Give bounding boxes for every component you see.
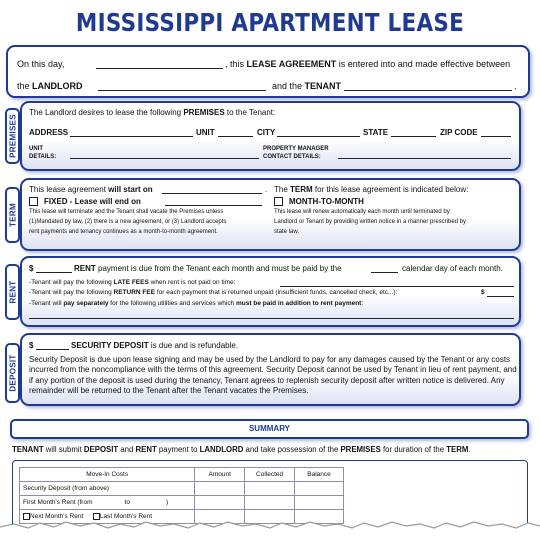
table-row [20, 482, 344, 496]
unit-details-label: UNIT DETAILS: [29, 146, 57, 160]
unit-field[interactable] [218, 136, 253, 137]
term-start-field[interactable] [162, 193, 262, 194]
intro-tenant-label: and the TENANT [272, 81, 342, 91]
state-label: STATE [363, 128, 389, 137]
fixed-desc-1: This lease will terminate and the Tenant shall vacate the Premises unless [29, 209, 224, 215]
summary-text: TENANT will submit DEPOSIT and RENT payment to LANDLORD and take possession of the PREMISES for duration of the TERM. [12, 445, 471, 454]
deposit-paragraph: Security Deposit is due upon lease signing and may be used by the Landlord to pay for any damages caused by the Tenant or any costs incurred from the noncompliance with the terms of this agreement. Security Deposit cannot be used by Tenant in lieu of rent payment, and if any portion of the deposit is used during the tenancy, Tenant agrees to replenish security deposit after written notice is delivered. Any remainder will be returned to the Tenant after the Tenant vacates the Premises. [29, 355, 517, 396]
intro-landlord-label: the LANDLORD [17, 81, 83, 91]
term-start-label: This lease agreement will start on [29, 185, 153, 194]
deposit-tab: DEPOSIT [5, 343, 20, 403]
next-month-rent-label: Next Month's Rent [30, 513, 84, 521]
intro-date-field[interactable] [96, 68, 223, 69]
month-to-month-label: MONTH-TO-MONTH [289, 197, 364, 206]
first-month-rent-amount[interactable] [195, 496, 245, 510]
security-deposit-collected[interactable] [245, 482, 295, 496]
mtm-desc-1: This lease will renew automatically each month until terminated by [274, 209, 450, 215]
intro-panel [6, 45, 530, 98]
deposit-dollar: $ [29, 341, 34, 350]
first-month-rent-collected[interactable] [245, 496, 295, 510]
term-start-dot: . [265, 185, 268, 194]
month-to-month-checkbox[interactable] [274, 197, 283, 206]
security-deposit-amount[interactable] [195, 482, 245, 496]
return-fee-label: -Tenant will pay the following RETURN FEE for each payment that is returned unpaid (insufficient funds, cancelled check, etc...): [29, 289, 398, 296]
late-fees-label: -Tenant will pay the following LATE FEES when rent is not paid on time: [29, 279, 236, 286]
unit-details-field[interactable] [70, 158, 259, 159]
intro-period: . [514, 81, 517, 91]
fixed-checkbox[interactable] [29, 197, 38, 206]
unit-label: UNIT [196, 128, 215, 137]
rent-due-end: calendar day of each month. [402, 264, 503, 273]
address-field[interactable] [70, 136, 193, 137]
intro-on-this-day: On this day, [17, 59, 65, 69]
table-row [20, 496, 344, 510]
document-title: MISSISSIPPI APARTMENT LEASE [75, 8, 465, 37]
intro-landlord-field[interactable] [98, 90, 266, 91]
rent-due-text: RENT payment is due from the Tenant each month and must be paid by the [74, 264, 342, 273]
deposit-amount-field[interactable] [36, 349, 69, 350]
return-fee-field[interactable] [487, 296, 514, 297]
security-deposit-row-label: Security Deposit (from above) [20, 482, 195, 496]
deposit-due-text: SECURITY DEPOSIT is due and is refundable. [71, 341, 239, 350]
summary-header [10, 419, 529, 439]
rent-amount-field[interactable] [36, 272, 72, 273]
fixed-desc-3: rent payments and tenancy continues as a month-to-month agreement. [29, 229, 218, 235]
property-manager-label: PROPERTY MANAGER CONTACT DETAILS: [263, 146, 329, 160]
premises-tab: PREMISES [5, 108, 20, 164]
rent-due-day-field[interactable] [371, 272, 398, 273]
security-deposit-balance[interactable] [295, 482, 344, 496]
property-manager-field[interactable] [338, 158, 511, 159]
torn-paper-edge [0, 519, 540, 540]
term-tab: TERM [5, 187, 20, 243]
fixed-label: FIXED - Lease will end on [44, 197, 141, 206]
city-field[interactable] [277, 136, 360, 137]
intro-entered-line: , this LEASE AGREEMENT is entered into and made effective between [225, 59, 511, 69]
intro-tenant-field[interactable] [344, 90, 512, 91]
summary-heading: SUMMARY [248, 424, 291, 433]
utilities-field[interactable] [29, 318, 514, 319]
late-fees-field[interactable] [280, 286, 514, 287]
last-month-rent-label: Last Month's Rent [99, 513, 153, 521]
balance-header: Balance [295, 468, 344, 482]
first-month-rent-balance[interactable] [295, 496, 344, 510]
collected-header: Collected [245, 468, 295, 482]
rent-panel [20, 256, 521, 327]
state-field[interactable] [391, 136, 436, 137]
return-fee-dollar: $ [481, 289, 485, 296]
fixed-desc-2: (1)Mandated by law, (2) there is a new agreement, or (3) Landlord accepts [29, 219, 227, 225]
move-in-header: Move-In Costs [20, 468, 195, 482]
premises-intro: The Landlord desires to lease the following PREMISES to the Tenant: [29, 108, 276, 117]
deposit-panel [20, 333, 521, 406]
first-month-rent-row-label: First Month's Rent (from to ) [20, 496, 195, 510]
address-label: ADDRESS [29, 128, 69, 137]
term-indicated-label: The TERM for this lease agreement is indicated below: [274, 185, 469, 194]
fixed-end-date-field[interactable] [165, 205, 262, 206]
term-panel [20, 178, 521, 251]
premises-panel [20, 101, 521, 171]
move-in-costs-table [19, 467, 344, 524]
utilities-label: -Tenant will pay separately for the following utilities and services which must be paid in addition to rent payment: [29, 300, 364, 307]
city-label: CITY [257, 128, 276, 137]
rent-tab: RENT [5, 264, 20, 320]
rent-dollar: $ [29, 264, 34, 273]
mtm-desc-3: state law. [274, 229, 300, 235]
zip-field[interactable] [481, 136, 511, 137]
zip-label: ZIP CODE [440, 128, 478, 137]
amount-header: Amount [195, 468, 245, 482]
mtm-desc-2: Landlord or Tenant by providing written notice in a manner prescribed by [274, 219, 466, 225]
